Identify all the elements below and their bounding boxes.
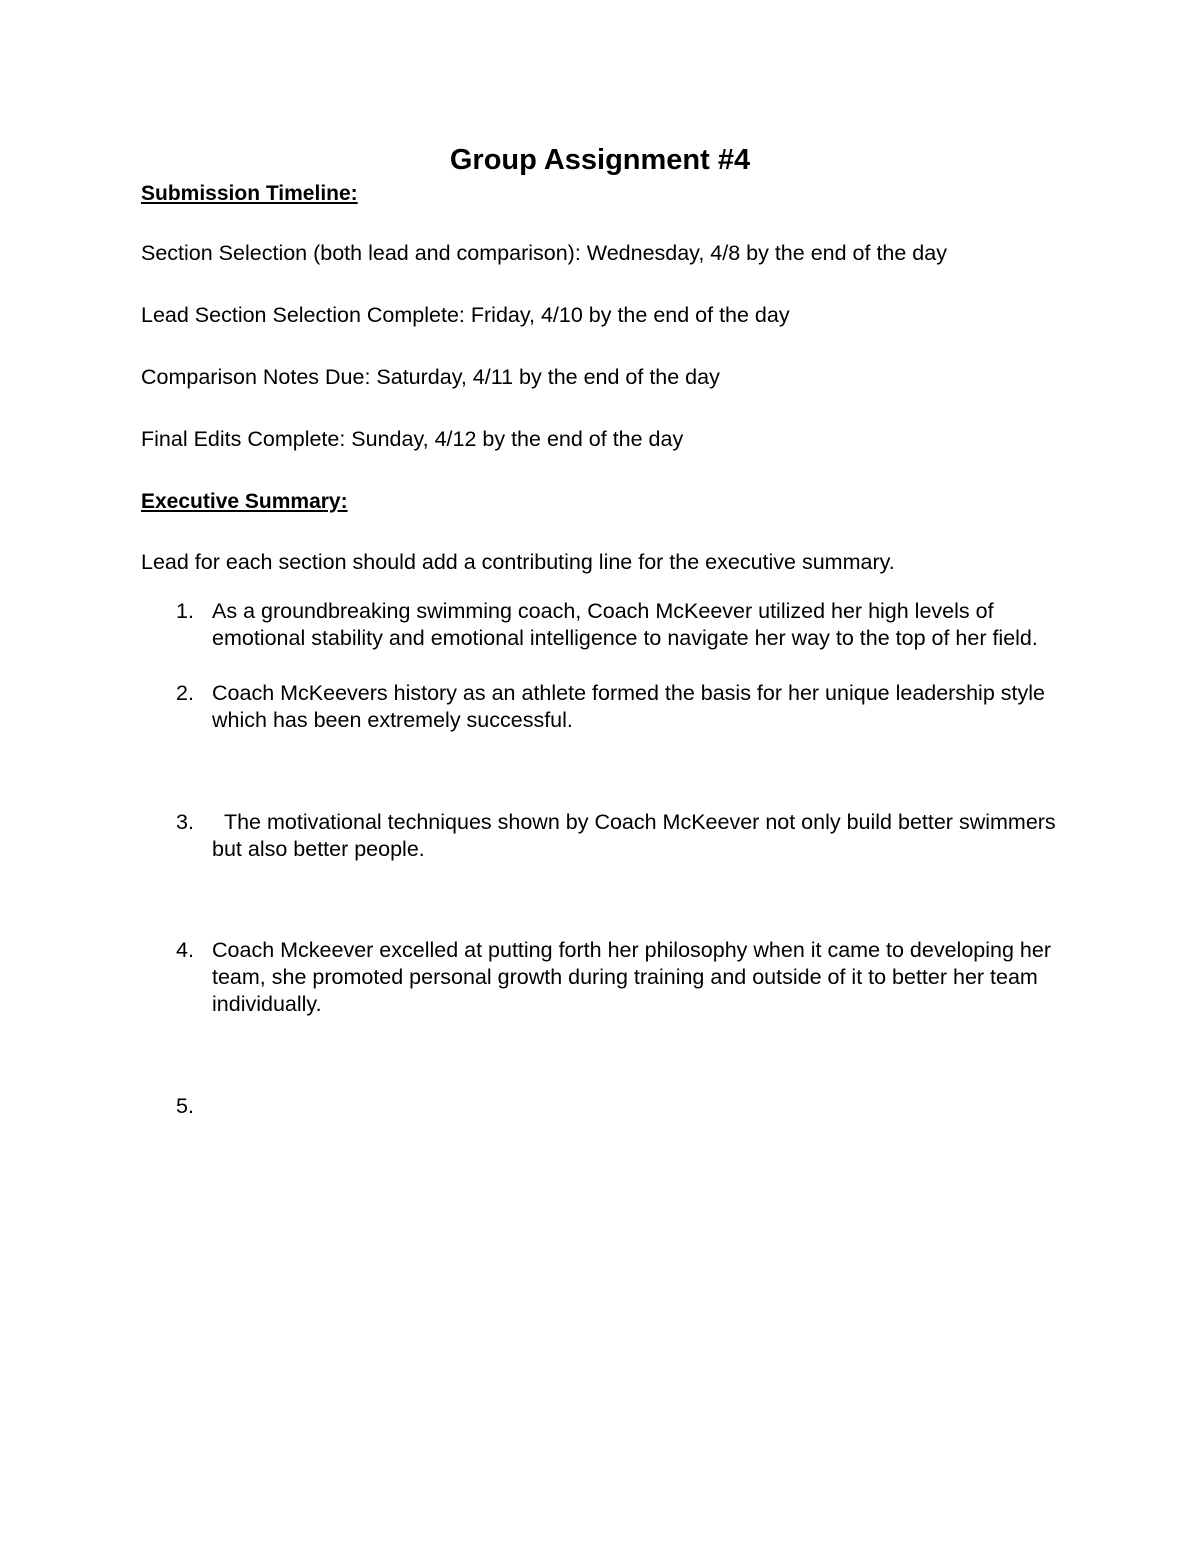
timeline-item-lead-section-complete: Lead Section Selection Complete: Friday, 4/10 by the end of the day [141,303,790,327]
list-item-text: Coach McKeevers history as an athlete formed the basis for her unique leadership style which has been extremely successful. [212,681,1045,732]
timeline-item-comparison-notes: Comparison Notes Due: Saturday, 4/11 by the end of the day [141,365,720,389]
summary-intro: Lead for each section should add a contributing line for the executive summary. [141,550,895,574]
timeline-item-final-edits: Final Edits Complete: Sunday, 4/12 by the end of the day [141,427,684,451]
list-item-number: 5. [176,1094,194,1118]
list-item-number: 4. [176,938,194,962]
document-title: Group Assignment #4 [449,144,751,176]
list-item-number: 1. [176,599,194,623]
list-item-text: As a groundbreaking swimming coach, Coach McKeever utilized her high levels of emotional stability and emotional intelligence to navigate her way to the top of her field. [212,599,1038,650]
list-item-text: Coach Mckeever excelled at putting forth her philosophy when it came to developing her team, she promoted personal growth during training and outside of it to better her team individually. [212,938,1051,1016]
timeline-heading: Submission Timeline: [141,182,358,205]
list-item-number: 3. [176,810,194,834]
summary-heading: Executive Summary: [141,490,348,513]
list-item-number: 2. [176,681,194,705]
list-item-text: The motivational techniques shown by Coach McKeever not only build better swimmers but also better people. [212,810,1062,861]
timeline-item-section-selection: Section Selection (both lead and comparison): Wednesday, 4/8 by the end of the day [141,241,947,265]
